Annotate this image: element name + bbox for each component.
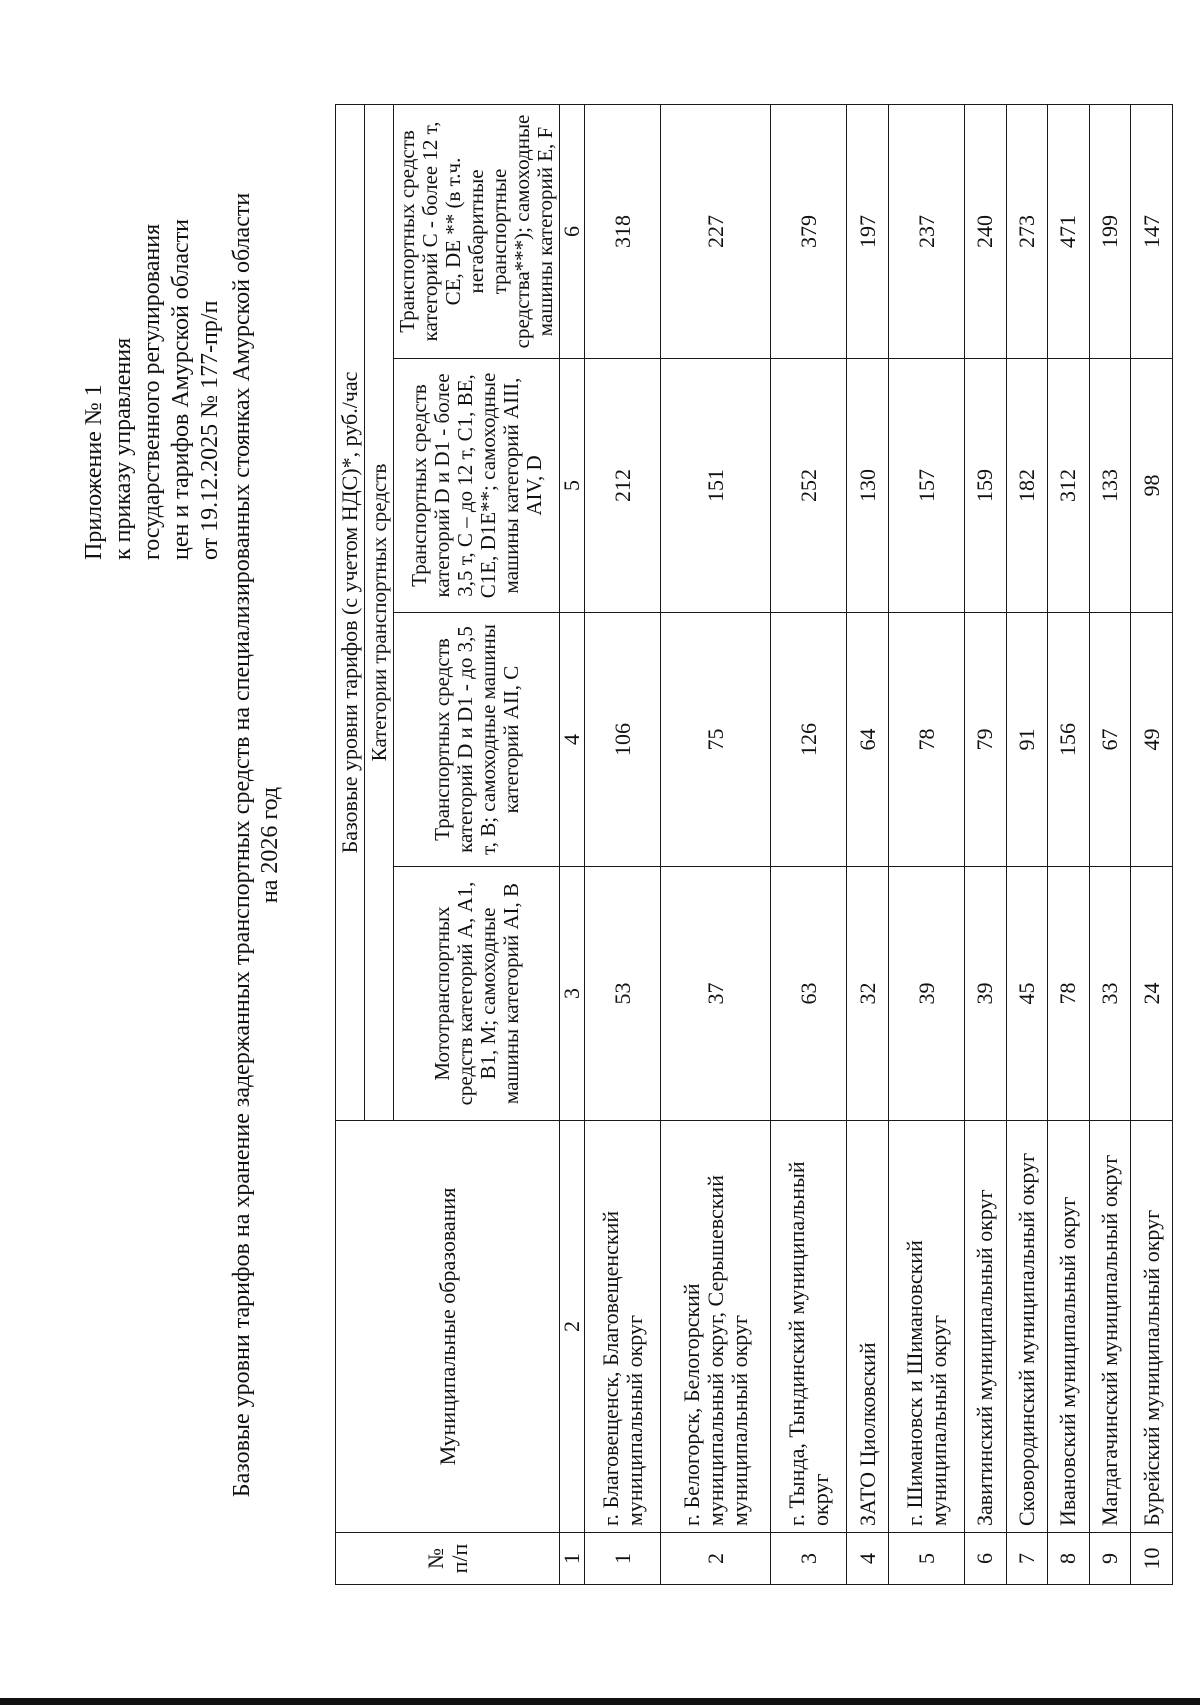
- row-number: 8: [1048, 1533, 1090, 1585]
- header-municipality: Муниципальные образования: [336, 1121, 560, 1533]
- municipality-name: ЗАТО Циолковский: [847, 1121, 889, 1533]
- tariff-value: 126: [771, 613, 847, 867]
- tariff-value: 78: [889, 613, 965, 867]
- table-row: [965, 104, 1007, 1584]
- tariff-value: 98: [1131, 359, 1173, 613]
- tariff-value: 227: [661, 104, 771, 358]
- header-category: Транспортных средств категорий D и D1 - до 3,5 т, В; самоходные машины категорий AII, С: [394, 613, 560, 867]
- tariff-value: 37: [661, 867, 771, 1121]
- column-index: 6: [560, 104, 585, 358]
- table-row: [889, 104, 965, 1584]
- tariff-value: 379: [771, 104, 847, 358]
- tariff-value: 45: [1006, 867, 1048, 1121]
- appendix-line: государственного регулирования: [139, 223, 165, 560]
- municipality-name: г. Тында, Тындинский муниципальный округ: [771, 1121, 847, 1533]
- document-title: [228, 105, 284, 1585]
- header-category: Мототранспортных средств категорий А, А1, В1, М; самоходные машины категорий AI, B: [394, 867, 560, 1121]
- tariff-value: 147: [1131, 104, 1173, 358]
- appendix-note: [80, 100, 225, 560]
- title-line-2: на 2026 год: [257, 786, 283, 904]
- municipality-name: Ивановский муниципальный округ: [1048, 1121, 1090, 1533]
- municipality-name: Сковородинский муниципальный округ: [1006, 1121, 1048, 1533]
- row-number: 2: [661, 1533, 771, 1585]
- appendix-line: Приложение № 1: [81, 384, 107, 560]
- municipality-name: Завитинский муниципальный округ: [965, 1121, 1007, 1533]
- tariff-value: 39: [965, 867, 1007, 1121]
- municipality-name: г. Белогорск, Белогорский муниципальный округ, Серышевский муниципальный округ: [661, 1121, 771, 1533]
- row-number: 6: [965, 1533, 1007, 1585]
- header-category: Транспортных средств категорий D и D1 - более 3,5 т, С – до 12 т, С1, BE, C1E, D1E**; самоходные машины категорий AIII, AIV, D: [394, 359, 560, 613]
- column-index: 4: [560, 613, 585, 867]
- tariff-table-wrapper: [335, 105, 1173, 1585]
- tariff-table: [335, 104, 1173, 1585]
- tariff-value: 240: [965, 104, 1007, 358]
- appendix-line: к приказу управления: [110, 337, 136, 560]
- municipality-name: Бурейский муниципальный округ: [1131, 1121, 1173, 1533]
- header-vehicle-categories: Категории транспортных средств: [365, 104, 394, 1120]
- column-index: 2: [560, 1121, 585, 1533]
- tariff-value: 199: [1089, 104, 1131, 358]
- tariff-value: 49: [1131, 613, 1173, 867]
- municipality-name: Магдагачинский муниципальный округ: [1089, 1121, 1131, 1533]
- row-number: 5: [889, 1533, 965, 1585]
- tariff-value: 78: [1048, 867, 1090, 1121]
- tariff-value: 53: [585, 867, 661, 1121]
- tariff-value: 312: [1048, 359, 1090, 613]
- header-category: Транспортных средств категорий C - более 12 т, CE, DE ** (в т.ч. негабаритные транспортные средства***); самоходные машины категорий E, F: [394, 104, 560, 358]
- tariff-value: 75: [661, 613, 771, 867]
- row-number: 4: [847, 1533, 889, 1585]
- tariff-value: 106: [585, 613, 661, 867]
- row-number: 10: [1131, 1533, 1173, 1585]
- table-row: [1048, 104, 1090, 1584]
- tariff-value: 151: [661, 359, 771, 613]
- tariff-value: 33: [1089, 867, 1131, 1121]
- tariff-value: 182: [1006, 359, 1048, 613]
- tariff-value: 39: [889, 867, 965, 1121]
- row-number: 3: [771, 1533, 847, 1585]
- tariff-value: 212: [585, 359, 661, 613]
- header-tariff-group: Базовые уровни тарифов (с учетом НДС)*, руб./час: [336, 104, 365, 1120]
- column-index: 3: [560, 867, 585, 1121]
- appendix-line: цен и тарифов Амурской области: [168, 218, 194, 560]
- table-row: [1006, 104, 1048, 1584]
- table-row: [847, 104, 889, 1584]
- tariff-value: 318: [585, 104, 661, 358]
- tariff-value: 471: [1048, 104, 1090, 358]
- tariff-value: 157: [889, 359, 965, 613]
- tariff-value: 252: [771, 359, 847, 613]
- table-row: [1131, 104, 1173, 1584]
- tariff-value: 32: [847, 867, 889, 1121]
- table-row: [661, 104, 771, 1584]
- municipality-name: г. Благовещенск, Благовещенский муниципальный округ: [585, 1121, 661, 1533]
- row-number: 7: [1006, 1533, 1048, 1585]
- tariff-value: 79: [965, 613, 1007, 867]
- row-number: 9: [1089, 1533, 1131, 1585]
- tariff-value: 67: [1089, 613, 1131, 867]
- tariff-value: 133: [1089, 359, 1131, 613]
- column-index: 1: [560, 1533, 585, 1585]
- table-row: [585, 104, 661, 1584]
- column-index: 5: [560, 359, 585, 613]
- title-line-1: Базовые уровни тарифов на хранение задержанных транспортных средств на специализированных стоянках Амурской области: [229, 192, 255, 1498]
- column-index-row: [560, 104, 585, 1584]
- appendix-line: от 19.12.2025 № 177-пр/п: [197, 300, 223, 560]
- tariff-value: 273: [1006, 104, 1048, 358]
- row-number: 1: [585, 1533, 661, 1585]
- tariff-value: 63: [771, 867, 847, 1121]
- tariff-value: 197: [847, 104, 889, 358]
- tariff-value: 156: [1048, 613, 1090, 867]
- tariff-value: 91: [1006, 613, 1048, 867]
- table-row: [1089, 104, 1131, 1584]
- tariff-value: 130: [847, 359, 889, 613]
- header-number: № п/п: [336, 1533, 560, 1585]
- tariff-value: 24: [1131, 867, 1173, 1121]
- tariff-value: 64: [847, 613, 889, 867]
- tariff-value: 159: [965, 359, 1007, 613]
- tariff-value: 237: [889, 104, 965, 358]
- municipality-name: г. Шимановск и Шимановский муниципальный округ: [889, 1121, 965, 1533]
- table-row: [771, 104, 847, 1584]
